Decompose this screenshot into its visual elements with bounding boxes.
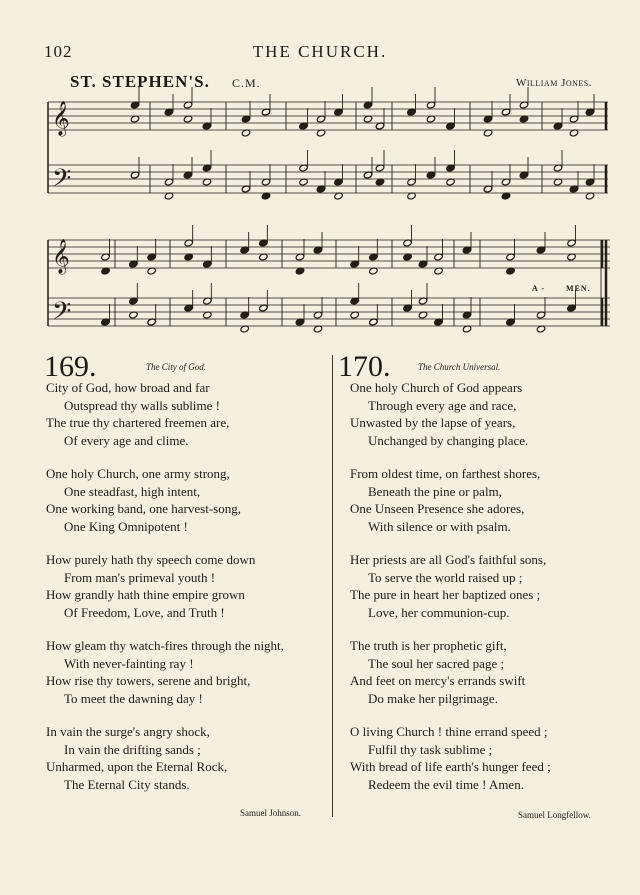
- verse-line: One steadfast, high intent,: [64, 483, 201, 499]
- stanza: [46, 551, 284, 621]
- hymn-subtitle-169: The City of God.: [146, 362, 206, 372]
- verse-line: How grandly hath thine empire grown: [46, 587, 245, 602]
- treble-clef-icon: 𝄞: [52, 239, 70, 274]
- verse-line: To serve the world raised up ;: [368, 569, 523, 585]
- verse-line: The truth is her prophetic gift,: [350, 638, 507, 653]
- verse-line: Of Freedom, Love, and Truth !: [64, 604, 225, 620]
- verse-line: The soul her sacred page ;: [368, 655, 505, 671]
- verse-line: Unharmed, upon the Eternal Rock,: [46, 759, 228, 774]
- page-number: 102: [44, 42, 73, 61]
- verse-line: Do make her pilgrimage.: [368, 690, 498, 706]
- stanza: [350, 379, 551, 449]
- hymn-subtitle-170: The Church Universal.: [418, 362, 501, 372]
- stanza: [46, 379, 284, 449]
- hymn-author-170: Samuel Longfellow.: [518, 810, 591, 820]
- tune-composer: William Jones.: [515, 77, 592, 89]
- verse-line: In vain the surge's angry shock,: [46, 724, 210, 739]
- hymn-170-verses: [350, 379, 551, 809]
- verse-line: One working band, one harvest-song,: [46, 501, 241, 516]
- verse-line: Her priests are all God's faithful sons,: [350, 552, 547, 567]
- stanza: [46, 465, 284, 535]
- stanza: [350, 465, 551, 535]
- verse-line: With bread of life earth's hunger feed ;: [350, 759, 551, 774]
- verse-line: How purely hath thy speech come down: [46, 552, 256, 567]
- verse-line: One holy Church of God appears: [350, 380, 523, 395]
- verse-line: The Eternal City stands.: [64, 776, 190, 792]
- verse-line: From oldest time, on farthest shores,: [350, 466, 541, 481]
- verse-line: City of God, how broad and far: [46, 380, 210, 395]
- tune-name: ST. STEPHEN'S.: [70, 72, 210, 91]
- stanza: [46, 723, 284, 793]
- verse-line: How rise thy towers, serene and bright,: [46, 673, 251, 688]
- verse-line: Love, her communion-cup.: [368, 604, 510, 620]
- stanza: [350, 723, 551, 793]
- verse-line: In vain the drifting sands ;: [64, 741, 201, 757]
- stanza: [46, 637, 284, 707]
- running-title: THE CHURCH.: [252, 42, 388, 61]
- verse-line: Through every age and race,: [368, 397, 517, 413]
- verse-line: The pure in heart her baptized ones ;: [350, 587, 541, 602]
- amen-syllable-a: A -: [532, 284, 545, 293]
- verse-line: And feet on mercy's errands swift: [350, 673, 526, 688]
- verse-line: How gleam thy watch-fires through the night,: [46, 638, 284, 653]
- verse-line: Redeem the evil time ! Amen.: [368, 776, 524, 792]
- stanza: [350, 637, 551, 707]
- tune-meter: C.M.: [232, 76, 261, 90]
- verse-line: With never-fainting ray !: [64, 655, 194, 671]
- verse-line: One King Omnipotent !: [64, 518, 188, 534]
- stanza: [350, 551, 551, 621]
- bass-clef-icon: 𝄢: [52, 164, 72, 199]
- verse-line: Unchanged by changing place.: [368, 432, 529, 448]
- verse-line: Fulfil thy task sublime ;: [368, 741, 493, 757]
- hymn-number-169: 169.: [44, 350, 97, 383]
- verse-line: One holy Church, one army strong,: [46, 466, 230, 481]
- amen-syllable-men: MEN.: [566, 284, 591, 293]
- verse-line: The true thy chartered freemen are,: [46, 415, 230, 430]
- verse-line: With silence or with psalm.: [368, 518, 511, 534]
- verse-line: To meet the dawning day !: [64, 690, 203, 706]
- column-divider: [332, 355, 333, 817]
- treble-clef-icon: 𝄞: [52, 101, 70, 136]
- hymn-author-169: Samuel Johnson.: [240, 808, 302, 818]
- hymn-169-verses: [46, 379, 284, 809]
- verse-line: From man's primeval youth !: [64, 569, 216, 585]
- verse-line: One Unseen Presence she adores,: [350, 501, 525, 516]
- verse-line: Outspread thy walls sublime !: [64, 397, 220, 413]
- bass-clef-icon: 𝄢: [52, 297, 72, 332]
- verse-line: O living Church ! thine errand speed ;: [350, 724, 548, 739]
- verse-line: Of every age and clime.: [64, 432, 189, 448]
- verse-line: Unwasted by the lapse of years,: [350, 415, 516, 430]
- hymn-number-170: 170.: [338, 350, 391, 383]
- verse-line: Beneath the pine or palm,: [368, 483, 502, 499]
